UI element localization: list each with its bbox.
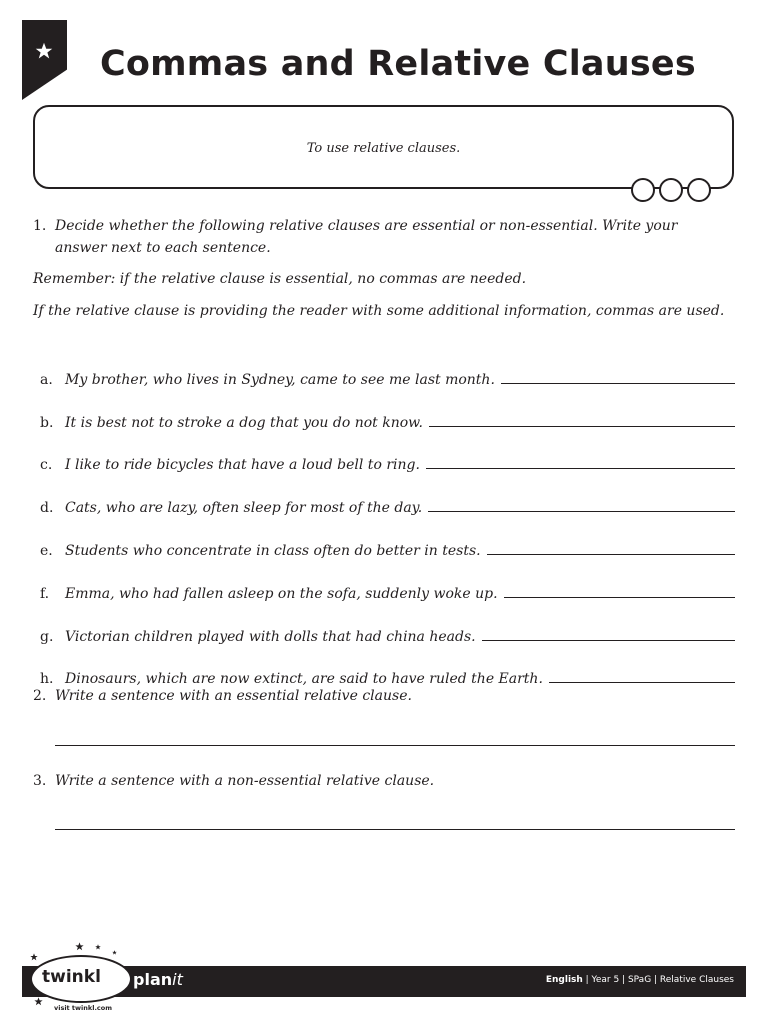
item-sentence: My brother, who lives in Sydney, came to see me last month. (65, 371, 495, 388)
circle-icon (659, 178, 683, 202)
answer-line[interactable] (487, 554, 735, 555)
question-number: 2. (33, 688, 47, 704)
item-letter: a. (40, 371, 53, 388)
question-1 (33, 215, 677, 259)
answer-line[interactable] (504, 597, 735, 598)
twinkl-logo[interactable] (30, 955, 132, 1003)
planit-logo (133, 970, 183, 989)
question-3 (33, 770, 434, 792)
item-letter: c. (40, 457, 53, 474)
circle-icon (631, 178, 655, 202)
list-item (40, 431, 735, 474)
decorative-circles (631, 178, 711, 202)
item-sentence: I like to ride bicycles that have a loud bell to ring. (65, 457, 420, 474)
star-icon (112, 950, 117, 955)
footer-info (546, 975, 734, 985)
visit-link[interactable]: visit twinkl.com (54, 1004, 113, 1012)
item-sentence: Students who concentrate in class often do better in tests. (65, 542, 481, 559)
item-sentence: It is best not to stroke a dog that you do not know. (65, 414, 423, 431)
question-2-text: Write a sentence with an essential relative clause. (55, 688, 412, 704)
sentence-list (40, 345, 735, 687)
list-item (40, 473, 735, 516)
footer-subject: English (545, 975, 583, 985)
answer-line[interactable] (429, 426, 735, 427)
item-sentence: Emma, who had fallen asleep on the sofa, suddenly woke up. (65, 585, 498, 602)
question-1-text-cont: answer next to each sentence. (55, 240, 271, 256)
remember-note: Remember: if the relative clause is essential, no commas are needed. (33, 271, 527, 287)
answer-line[interactable] (428, 511, 735, 512)
answer-line[interactable] (501, 383, 735, 384)
item-sentence: Victorian children played with dolls that had china heads. (65, 628, 476, 645)
question-2 (33, 685, 412, 707)
objective-text: To use relative clauses. (306, 141, 461, 156)
answer-line[interactable] (426, 468, 735, 469)
answer-line[interactable] (482, 640, 735, 641)
item-letter: f. (40, 585, 50, 602)
item-letter: b. (40, 414, 54, 431)
planit-prefix: plan (133, 970, 173, 989)
list-item (40, 345, 735, 388)
question-3-text: Write a sentence with a non-essential relative clause. (55, 773, 435, 789)
list-item (40, 388, 735, 431)
additional-info-note: If the relative clause is providing the reader with some additional information, commas are used. (33, 303, 725, 319)
circle-icon (687, 178, 711, 202)
list-item (40, 602, 735, 645)
item-letter: d. (40, 500, 54, 517)
star-icon (30, 953, 38, 961)
item-letter: h. (40, 671, 54, 688)
item-letter: e. (40, 542, 53, 559)
answer-line-q3[interactable] (55, 829, 735, 830)
question-number: 3. (33, 773, 47, 789)
question-number: 1. (33, 218, 47, 234)
star-icon (34, 997, 43, 1006)
objective-box (33, 105, 734, 189)
star-icon (95, 944, 101, 950)
item-sentence: Cats, who are lazy, often sleep for most of the day. (65, 500, 423, 517)
list-item (40, 559, 735, 602)
bookmark-tab (22, 20, 67, 100)
answer-line-q2[interactable] (55, 745, 735, 746)
list-item (40, 645, 735, 688)
star-icon (75, 942, 84, 951)
footer-details: | Year 5 | SPaG | Relative Clauses (582, 975, 734, 985)
answer-line[interactable] (549, 682, 735, 683)
item-letter: g. (40, 628, 54, 645)
logo-text: twinkl (42, 967, 101, 987)
page-title: Commas and Relative Clauses (100, 44, 696, 84)
list-item (40, 516, 735, 559)
star-icon (35, 42, 53, 60)
planit-suffix: it (172, 970, 183, 989)
item-sentence: Dinosaurs, which are now extinct, are said to have ruled the Earth. (65, 671, 543, 688)
question-1-text: Decide whether the following relative clauses are essential or non-essential. Write your (55, 218, 678, 234)
